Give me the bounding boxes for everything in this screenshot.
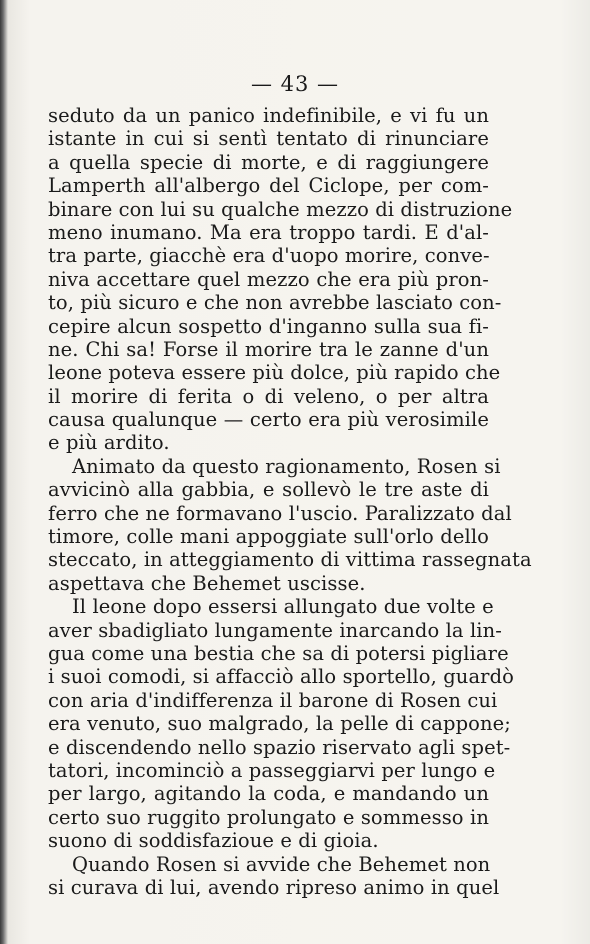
text-line: Il leone dopo essersi allungato due volte e [72,595,494,619]
text-line: avvicinò alla gabbia, e sollevò le tre aste di [48,478,489,502]
body-text [48,104,532,899]
text-line: niva accettare quel mezzo che era più pron- [48,267,489,291]
text-line: ferro che ne formavano l'uscio. Paralizzato dal [48,501,512,525]
page-number: — 43 — [250,72,340,96]
text-line: binare con lui su qualche mezzo di distruzione [48,197,513,221]
text-line: timore, colle mani appoggiate sull'orlo dello [48,525,489,549]
text-line: istante in cui si sentì tentato di rinunciare [48,127,489,151]
text-line: tatori, incominciò a passeggiarvi per lungo e [48,758,496,782]
text-line: con aria d'indifferenza il barone di Rosen cui [48,688,498,712]
text-line: certo suo ruggito prolungato e sommesso in [48,805,489,829]
text-line: Animato da questo ragionamento, Rosen si [72,454,501,478]
text-line: tra parte, giacchè era d'uopo morire, conve- [48,244,490,268]
text-line: suono di soddisfazioue e di gioia. [48,829,379,853]
text-line: per largo, agitando la coda, e mandando un [48,782,489,806]
text-line: a quella specie di morte, e di raggiungere [48,150,489,174]
text-line: Lamperth all'albergo del Ciclope, per com- [48,174,489,198]
text-line: e più ardito. [48,431,170,455]
text-line: i suoi comodi, si affacciò allo sportello, guardò [48,665,515,689]
text-line: steccato, in atteggiamento di vittima rassegnata [48,548,532,572]
text-line: e discendendo nello spazio riservato agli spet- [48,735,511,759]
text-line: gua come una bestia che sa di potersi pigliare [48,641,509,665]
text-line: ne. Chi sa! Forse il morire tra le zanne d'un [48,337,489,361]
text-line: Quando Rosen si avvide che Behemet non [72,852,491,876]
text-line: il morire di ferita o di veleno, o per altra [48,384,489,408]
text-line: seduto da un panico indefinibile, e vi fu un [48,104,489,127]
text-line: leone poteva essere più dolce, più rapido che [48,361,501,385]
text-line: meno inumano. Ma era troppo tardi. E d'al- [48,220,489,244]
text-line: causa qualunque — certo era più verosimile [48,408,489,432]
text-line: era venuto, suo malgrado, la pelle di cappone; [48,712,511,736]
text-line: to, più sicuro e che non avrebbe lasciato con- [48,291,502,315]
text-line: aspettava che Behemet uscisse. [48,571,366,595]
text-line: si curava di lui, avendo ripreso animo in quel [48,875,500,899]
text-line: cepire alcun sospetto d'inganno sulla sua fi- [48,314,489,338]
text-line: aver sbadigliato lungamente inarcando la lin- [48,618,502,642]
